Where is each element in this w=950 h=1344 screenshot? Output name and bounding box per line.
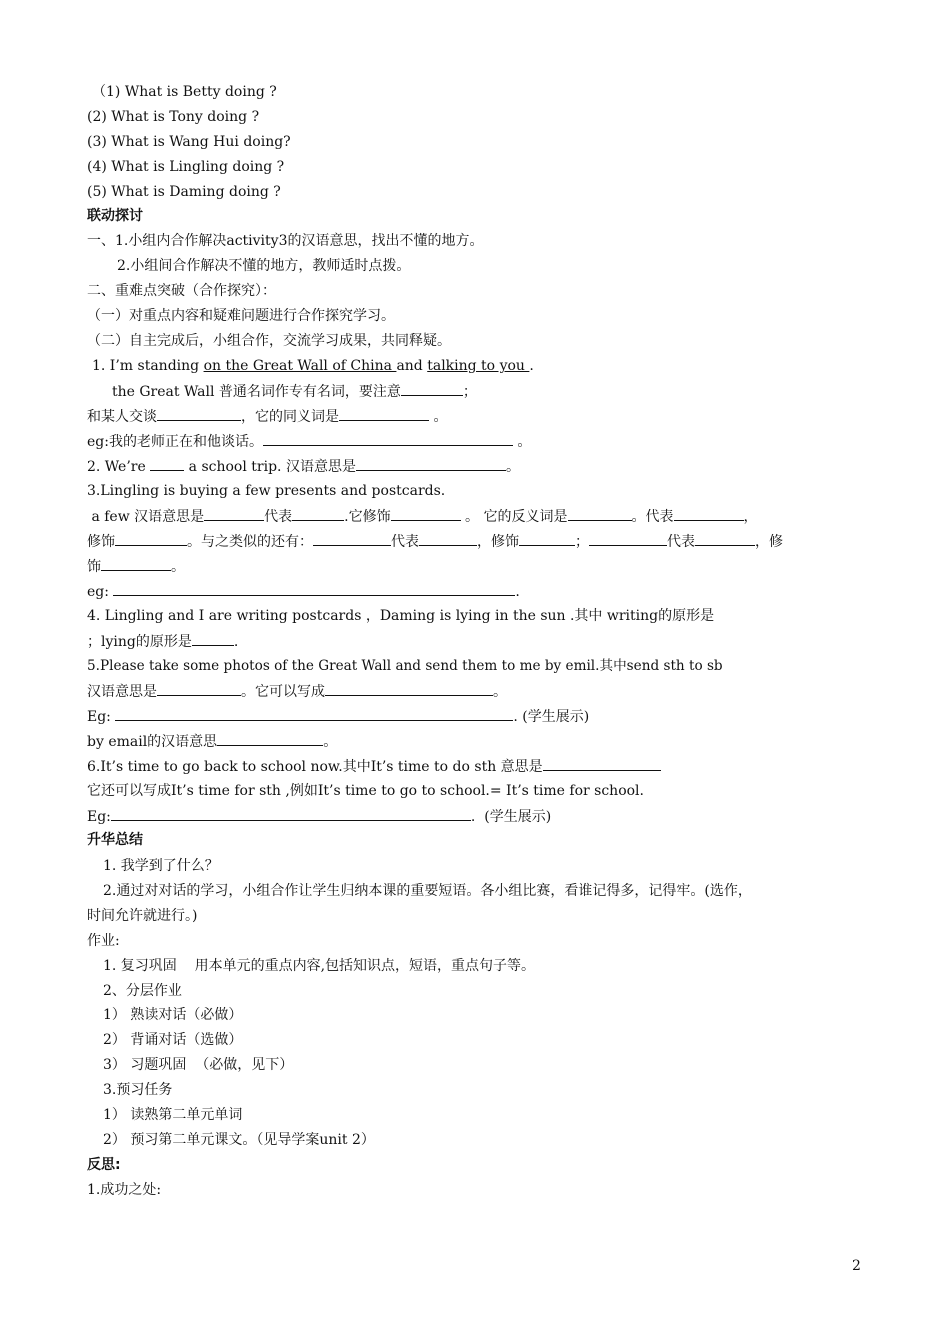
- point-4-line-2: ；lying的原形是 .: [87, 631, 238, 652]
- homework-line-1: 1. 复习巩固 用本单元的重点内容,包括知识点，短语，重点句子等。: [103, 958, 536, 974]
- point-1-example: eg:我的老师正在和他谈话。 。: [87, 431, 531, 452]
- homework-line-3: 1） 熟读对话（必做）: [103, 1007, 243, 1023]
- liandong-line-1: 一、1.小组内合作解决activity3的汉语意思，找出不懂的地方。: [87, 233, 484, 249]
- question-1: （1) What is Betty doing ?: [92, 84, 277, 100]
- homework-line-2: 2、分层作业: [103, 983, 182, 999]
- point-3-line-3: 修饰 。与之类似的还有： 代表 ，修饰 ； 代表 ，修: [87, 531, 783, 552]
- point-5-line-1: 5.Please take some photos of the Great Wall and send them to me by emil.其中send sth to sb: [87, 658, 723, 674]
- point-1-note: the Great Wall 普通名词作专有名词，要注意 ；: [112, 381, 477, 402]
- point-6-line-1: 6.It’s time to go back to school now.其中It’s time to do sth 意思是: [87, 756, 661, 777]
- summary-line-2: 2.通过对对话的学习，小组合作让学生归纳本课的重要短语。各小组比赛，看谁记得多，记得牢。(选作，: [103, 883, 752, 899]
- point-5-by-email: by email的汉语意思 。: [87, 731, 337, 752]
- point-6-line-2: 它还可以写成It’s time for sth ,例如It’s time to go to school.= It’s time for school.: [87, 783, 644, 799]
- answer-blank[interactable]: [589, 531, 667, 546]
- page-number: 2: [852, 1258, 861, 1274]
- homework-line-8: 2） 预习第二单元课文。（见导学案unit 2）: [103, 1132, 375, 1148]
- answer-blank[interactable]: [113, 581, 515, 596]
- point-2: 2. We’re a school trip. 汉语意思是 。: [87, 456, 520, 477]
- point-1-synonym: 和某人交谈 ，它的同义词是 。: [87, 406, 447, 427]
- question-5: (5) What is Daming doing ?: [87, 184, 281, 200]
- answer-blank[interactable]: [401, 381, 463, 396]
- answer-blank[interactable]: [292, 506, 344, 521]
- homework-line-7: 1） 读熟第二单元单词: [103, 1107, 243, 1123]
- answer-blank[interactable]: [115, 706, 513, 721]
- point-3-sentence: 3.Lingling is buying a few presents and postcards.: [87, 483, 446, 499]
- answer-blank[interactable]: [115, 531, 187, 546]
- question-4: (4) What is Lingling doing ?: [87, 159, 285, 175]
- answer-blank[interactable]: [695, 531, 755, 546]
- liandong-line-3: 二、重难点突破（合作探究）：: [87, 283, 276, 299]
- answer-blank[interactable]: [150, 456, 184, 471]
- homework-line-5: 3） 习题巩固 （必做，见下）: [103, 1057, 294, 1073]
- answer-blank[interactable]: [263, 431, 513, 446]
- liandong-line-5: （二）自主完成后，小组合作，交流学习成果，共同释疑。: [87, 333, 451, 349]
- answer-blank[interactable]: [356, 456, 506, 471]
- answer-blank[interactable]: [192, 631, 234, 646]
- answer-blank[interactable]: [543, 756, 661, 771]
- answer-blank[interactable]: [568, 506, 632, 521]
- reflection-line-1: 1.成功之处:: [87, 1182, 162, 1198]
- question-3: (3) What is Wang Hui doing?: [87, 134, 291, 150]
- homework-line-6: 3.预习任务: [103, 1082, 173, 1098]
- point-1-sentence: 1. I’m standing on the Great Wall of China and talking to you .: [92, 358, 534, 374]
- answer-blank[interactable]: [419, 531, 477, 546]
- answer-blank[interactable]: [157, 406, 241, 421]
- point-3-example: eg: .: [87, 581, 520, 602]
- point-3-line-4: 饰 。: [87, 556, 185, 577]
- section-heading-fansi: 反思:: [87, 1157, 121, 1173]
- answer-blank[interactable]: [674, 506, 744, 521]
- underlined-phrase: talking to you: [427, 358, 530, 374]
- homework-line-4: 2） 背诵对话（选做）: [103, 1032, 243, 1048]
- point-3-line-2: a few 汉语意思是 代表 .它修饰 。 它的反义词是 。代表 ，: [87, 506, 758, 527]
- answer-blank[interactable]: [519, 531, 575, 546]
- question-2: (2) What is Tony doing ?: [87, 109, 260, 125]
- answer-blank[interactable]: [313, 531, 391, 546]
- answer-blank[interactable]: [111, 806, 471, 821]
- liandong-line-4: （一）对重点内容和疑难问题进行合作探究学习。: [87, 308, 395, 324]
- section-heading-shenghua: 升华总结: [87, 832, 143, 848]
- liandong-line-2: 2.小组间合作解决不懂的地方，教师适时点拨。: [117, 258, 411, 274]
- point-5-example: Eg: . (学生展示): [87, 706, 589, 727]
- answer-blank[interactable]: [391, 506, 461, 521]
- answer-blank[interactable]: [325, 681, 493, 696]
- point-6-example: Eg: . (学生展示): [87, 806, 551, 827]
- summary-line-3: 时间允许就进行。): [87, 908, 198, 924]
- underlined-phrase: on the Great Wall of China: [203, 358, 397, 374]
- answer-blank[interactable]: [204, 506, 264, 521]
- point-5-line-2: 汉语意思是 。它可以写成 。: [87, 681, 507, 702]
- answer-blank[interactable]: [217, 731, 323, 746]
- answer-blank[interactable]: [157, 681, 241, 696]
- point-4-line-1: 4. Lingling and I are writing postcards ，Daming is lying in the sun .其中 writing的原形是: [87, 608, 715, 624]
- answer-blank[interactable]: [339, 406, 429, 421]
- section-heading-liandong: 联动探讨: [87, 208, 143, 224]
- homework-heading: 作业:: [87, 933, 120, 949]
- answer-blank[interactable]: [101, 556, 171, 571]
- summary-line-1: 1. 我学到了什么？: [103, 858, 219, 874]
